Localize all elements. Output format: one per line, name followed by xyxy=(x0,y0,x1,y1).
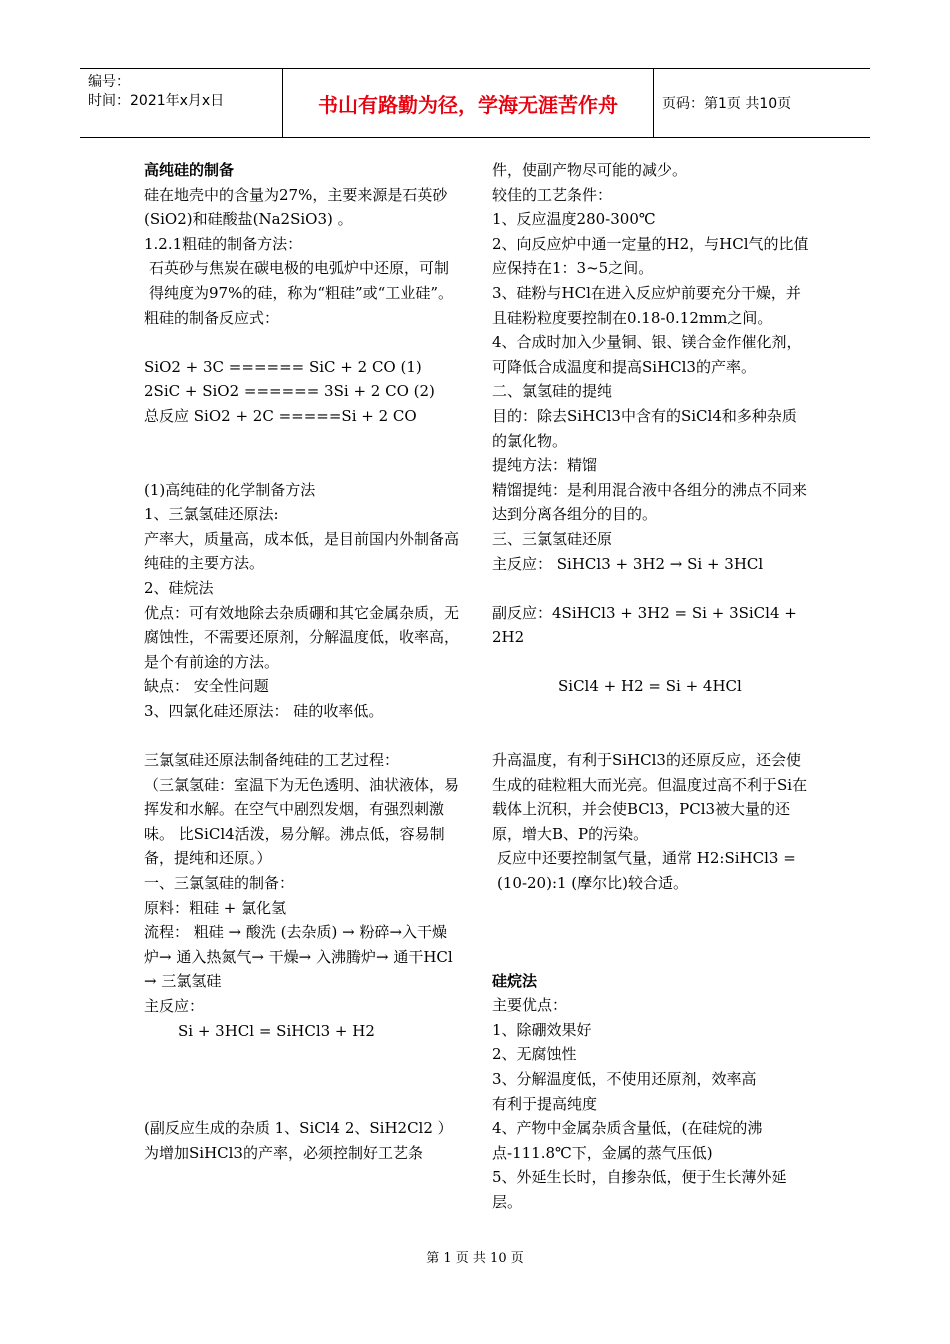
subsection-heading: 三、三氯氢硅还原 xyxy=(492,529,613,548)
paragraph: 提纯方法：精馏 xyxy=(492,456,598,475)
paragraph: 优点：可有效地除去杂质硼和其它金属杂质，无腐蚀性，不需要还原剂，分解温度低，收率高，是个有前途的方法。 xyxy=(144,603,460,671)
paragraph: 精馏提纯：是利用混合液中各组分的沸点不同来达到分离各组分的目的。 xyxy=(492,480,808,524)
equation: 总反应 SiO2 + 2C =====Si + 2 CO xyxy=(144,406,417,425)
motto-text: 书山有路勤为径，学海无涯苦作舟 xyxy=(318,92,618,117)
paragraph: 较佳的工艺条件： xyxy=(492,185,613,204)
list-item: 1、三氯氢硅还原法: xyxy=(144,505,279,524)
paragraph: 主反应： xyxy=(144,997,205,1015)
equation: SiCl4 + H2 = Si + 4HCl xyxy=(558,677,742,696)
list-item: 3、四氯化硅还原法： 硅的收率低。 xyxy=(144,701,384,720)
subsection-heading: 二、氯氢硅的提纯 xyxy=(492,382,613,401)
document-number-label: 编号： xyxy=(88,74,130,90)
list-item: 2、向反应炉中通一定量的H2，与HCl气的比值应保持在1：3~5之间。 xyxy=(492,234,809,278)
document-date: 时间：2021年x月x日 xyxy=(88,93,225,109)
list-item: 2、无腐蚀性 xyxy=(492,1045,577,1064)
list-item: 4、合成时加入少量铜、银、镁合金作催化剂，可降低合成温度和提高SiHCl3的产率。 xyxy=(492,333,802,376)
paragraph: 为增加SiHCl3的产率，必须控制好工艺条 xyxy=(144,1143,423,1162)
list-item: 3、硅粉与HCl在进入反应炉前要充分干燥，并且硅粉粒度要控制在0.18-0.12mm之间。 xyxy=(492,283,801,327)
section-title: 硅烷法 xyxy=(492,971,538,990)
page-footer xyxy=(0,1247,950,1266)
list-item: 2、硅烷法 xyxy=(144,578,214,597)
equation: 主反应： SiHCl3 + 3H2 → Si + 3HCl xyxy=(492,554,764,573)
paragraph: 原料：粗硅 + 氯化氢 xyxy=(144,898,287,917)
subsection-heading: (1)高纯硅的化学制备方法 xyxy=(144,480,316,499)
paragraph: 流程： 粗硅 → 酸洗 (去杂质) → 粉碎→入干燥炉→ 通入热氮气→ 干燥→ 入沸腾炉→ 通干HCl → 三氯氢硅 xyxy=(144,923,453,991)
list-item: 5、外延生长时，自掺杂低，便于生长薄外延层。 xyxy=(492,1168,787,1211)
equation: Si + 3HCl = SiHCl3 + H2 xyxy=(178,1021,375,1040)
list-item: 3、分解温度低，不使用还原剂，效率高 xyxy=(492,1070,757,1088)
paragraph: (副反应生成的杂质 1、SiCl4 2、SiH2Cl2 ） xyxy=(144,1119,453,1138)
equation: 2SiC + SiO2 ====== 3Si + 2 CO (2) xyxy=(144,382,435,401)
footer-page-number: 第 1 页 共 10 页 xyxy=(426,1251,524,1266)
paragraph: （三氯氢硅：室温下为无色透明、油状液体，易挥发和水解。在空气中剧烈发烟，有强烈刺激味。 比SiCl4活泼，易分解。沸点低，容易制备，提纯和还原。） xyxy=(144,775,460,868)
list-item: 1、除硼效果好 xyxy=(492,1020,592,1039)
paragraph: 三氯氢硅还原法制备纯硅的工艺过程： xyxy=(144,751,400,770)
header-meta xyxy=(80,69,283,137)
subsection-heading: 一、三氯氢硅的制备： xyxy=(144,874,295,893)
paragraph: 硅在地壳中的含量为27%，主要来源是石英砂(SiO2)和硅酸盐(Na2SiO3) 。 xyxy=(144,185,448,229)
paragraph: 反应中还要控制氢气量，通常 H2:SiHCl3 =(10-20):1 (摩尔比)较合适。 xyxy=(497,849,796,893)
right-column xyxy=(492,158,810,1215)
list-item: 4、产物中金属杂质含量低，(在硅烷的沸点-111.8℃下，金属的蒸气压低) xyxy=(492,1119,763,1162)
paragraph: 件，使副产物尽可能的减少。 xyxy=(492,161,688,179)
equation: 副反应：4SiHCl3 + 3H2 = Si + 3SiCl4 + 2H2 xyxy=(492,603,797,647)
paragraph: 升高温度，有利于SiHCl3的还原反应，还会使生成的硅粒粗大而光亮。但温度过高不利于Si在载体上沉积，并会使BCl3，PCl3被大量的还原，增大B、P的污染。 xyxy=(492,751,808,843)
paragraph: 产率大，质量高，成本低，是目前国内外制备高纯硅的主要方法。 xyxy=(144,529,460,573)
paragraph: 主要优点： xyxy=(492,996,568,1015)
paragraph: 有利于提高纯度 xyxy=(492,1094,598,1113)
page-header xyxy=(80,68,870,138)
list-item: 1、反应温度280-300℃ xyxy=(492,210,656,229)
header-motto xyxy=(283,69,654,137)
paragraph: 粗硅的制备反应式： xyxy=(144,308,280,327)
subsection-heading: 1.2.1粗硅的制备方法： xyxy=(144,234,303,253)
header-page-number: 页码：第1页 共10页 xyxy=(662,96,792,112)
paragraph: 缺点： 安全性问题 xyxy=(144,677,269,696)
section-title: 高纯硅的制备 xyxy=(144,161,235,179)
left-column xyxy=(144,158,460,1165)
paragraph: 石英砂与焦炭在碳电极的电弧炉中还原，可制得纯度为97%的硅，称为“粗硅”或“工业硅”。 xyxy=(149,259,454,302)
paragraph: 目的：除去SiHCl3中含有的SiCl4和多种杂质的氯化物。 xyxy=(492,406,797,450)
equation: SiO2 + 3C ====== SiC + 2 CO (1) xyxy=(144,357,422,376)
header-page-info xyxy=(662,69,870,137)
